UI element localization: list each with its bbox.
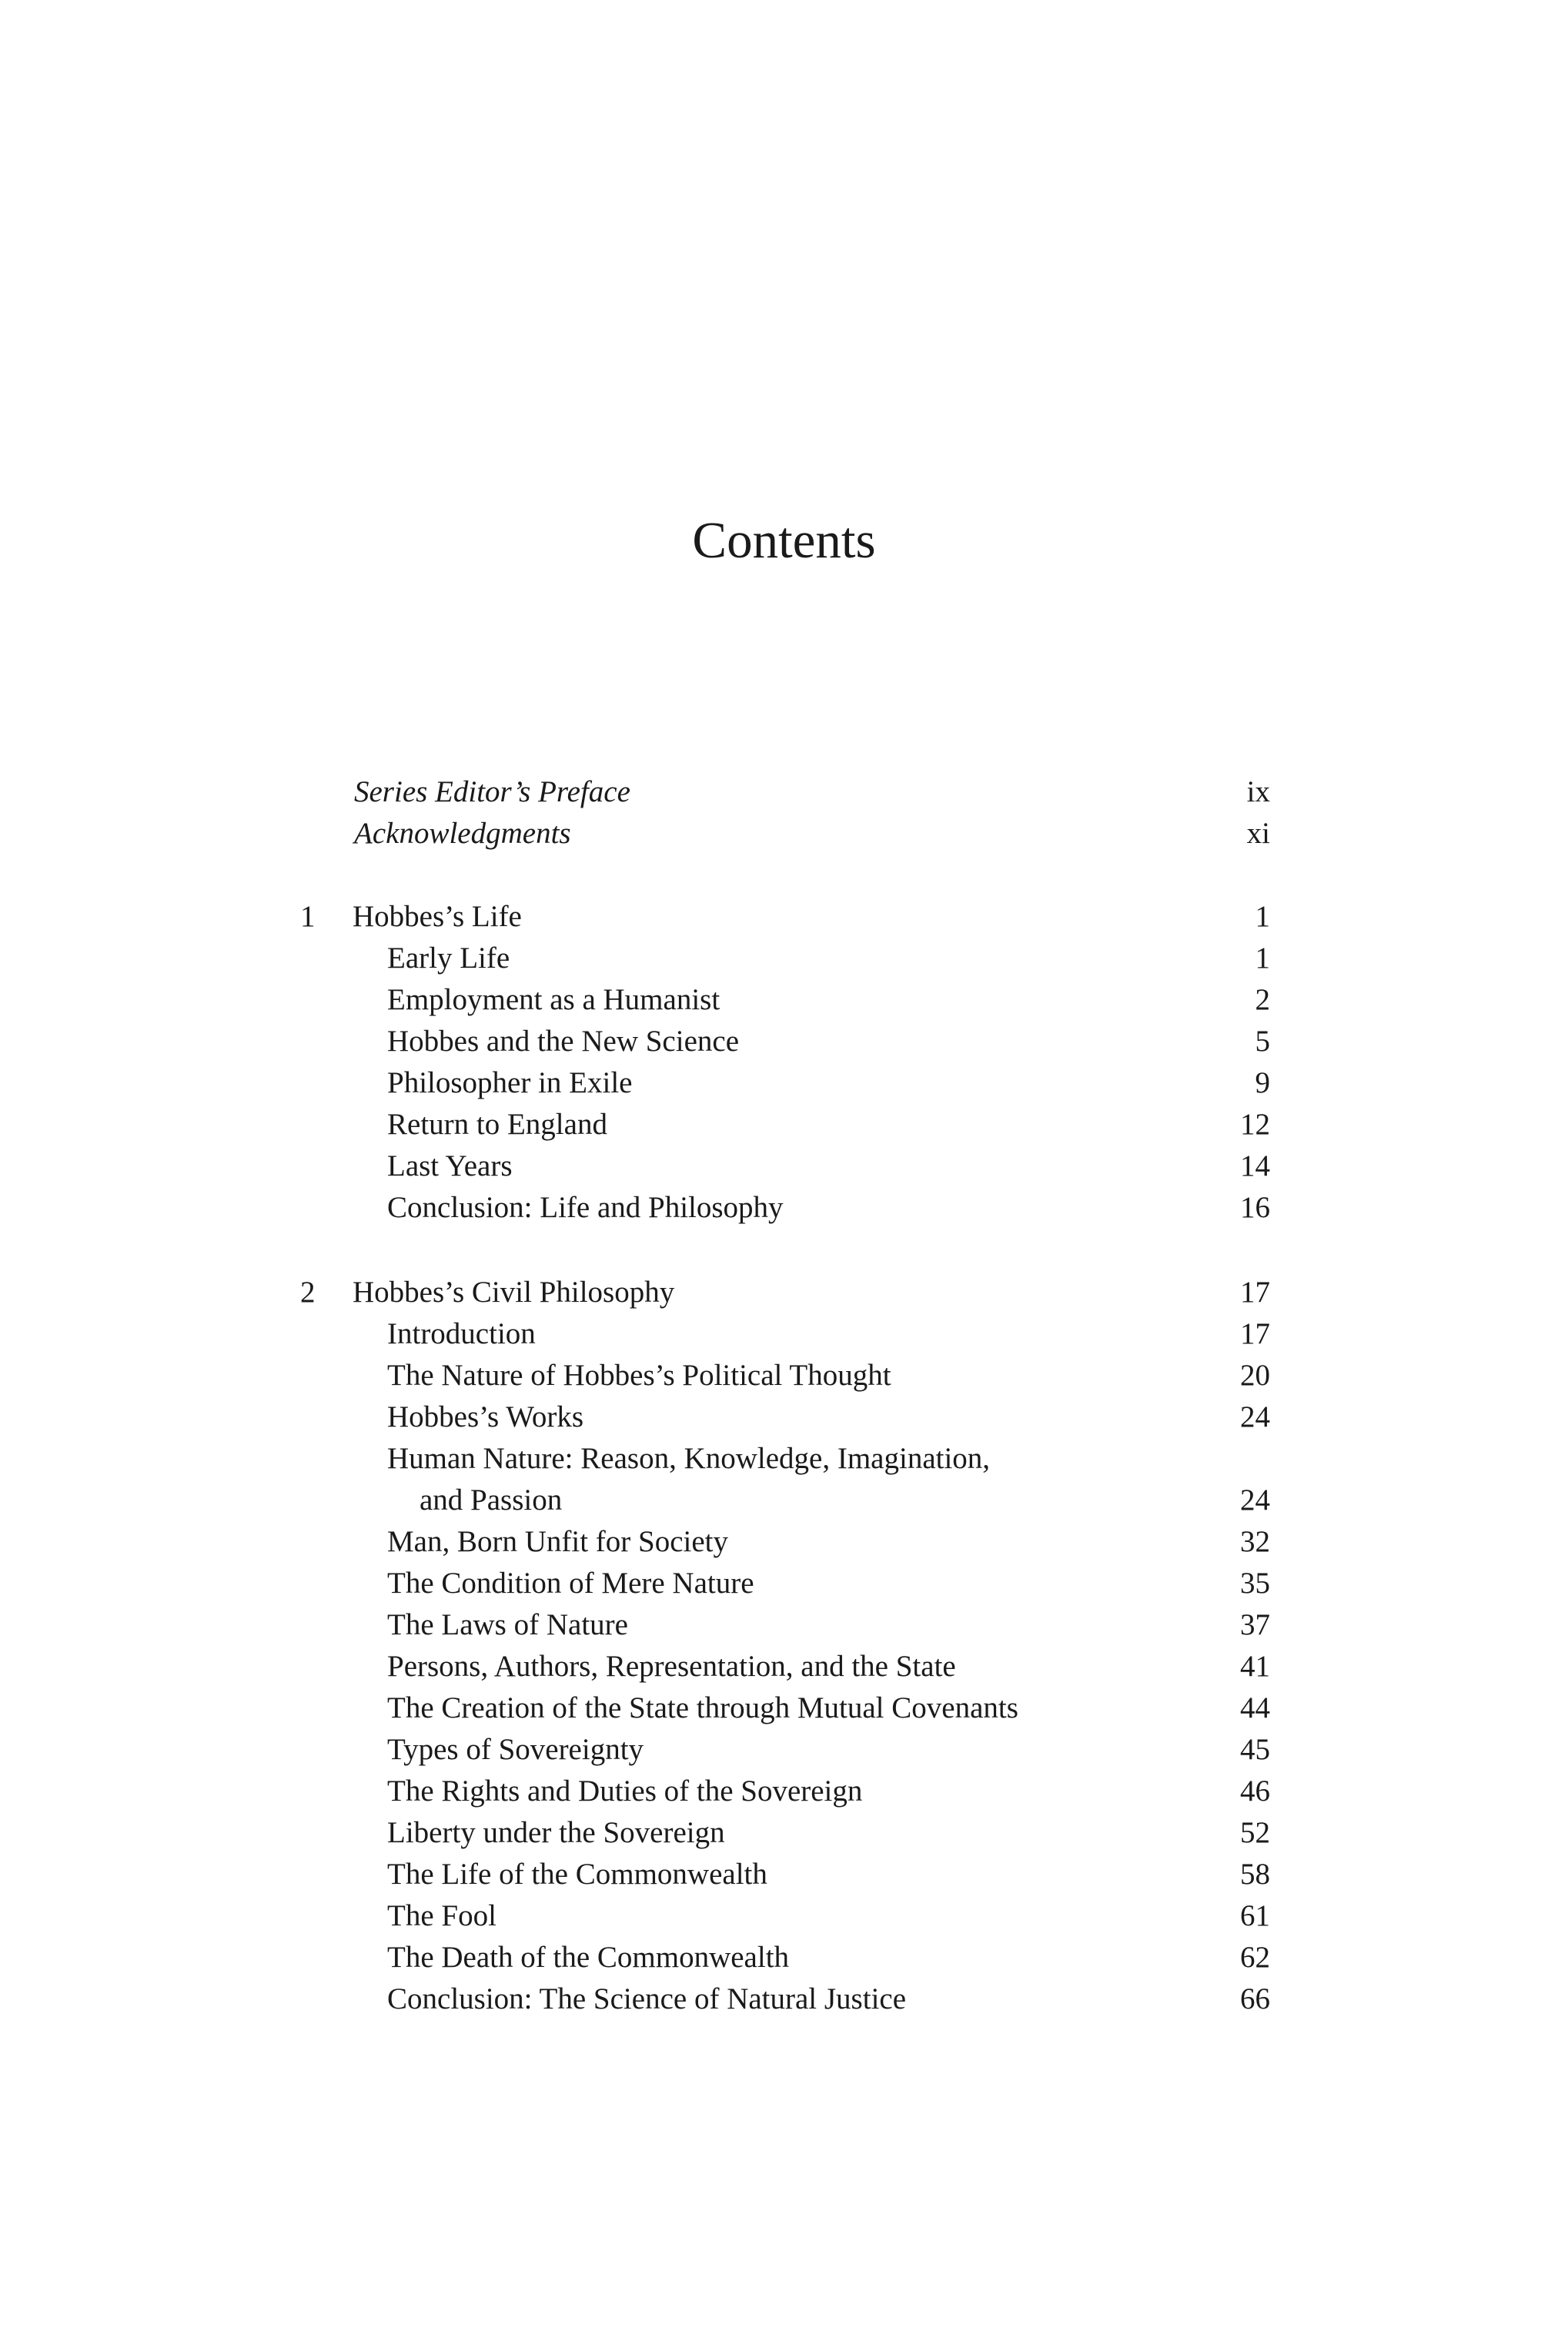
toc-section[interactable] [0, 979, 1568, 1021]
toc-entry-label: Series Editor’s Preface [354, 775, 630, 808]
toc-section-label: Last Years [387, 1149, 513, 1182]
toc-chapter-title: Hobbes’s Civil Philosophy [353, 1276, 675, 1309]
toc-section-label: Conclusion: Life and Philosophy [387, 1191, 784, 1224]
toc-section[interactable] [0, 1187, 1568, 1229]
toc-section-label: Man, Born Unfit for Society [387, 1525, 729, 1558]
toc-section[interactable] [0, 1146, 1568, 1187]
toc-page-number: 5 [1255, 1025, 1270, 1058]
toc-section[interactable] [0, 1729, 1568, 1771]
toc-section[interactable] [0, 1604, 1568, 1646]
toc-section-label: The Life of the Commonwealth [387, 1858, 767, 1891]
toc-entry-label: Acknowledgments [354, 817, 571, 850]
toc-page-number: 61 [1240, 1899, 1270, 1932]
toc-section[interactable] [0, 1062, 1568, 1104]
toc-page-number: 66 [1240, 1982, 1270, 2015]
toc-section-label: The Nature of Hobbes’s Political Thought [387, 1359, 891, 1392]
toc-page-number: 41 [1240, 1650, 1270, 1683]
toc-section[interactable] [0, 1313, 1568, 1355]
toc-chapter-number: 1 [300, 900, 316, 933]
toc-section[interactable] [0, 1812, 1568, 1854]
toc-section[interactable] [0, 938, 1568, 979]
toc-page-number: 44 [1240, 1691, 1270, 1724]
toc-section-label: Liberty under the Sovereign [387, 1816, 725, 1849]
toc-section-label-continuation: and Passion [420, 1483, 563, 1517]
toc-section-label: The Creation of the State through Mutual Covenants [387, 1691, 1018, 1724]
toc-page-number: 12 [1240, 1108, 1270, 1141]
page-title: Contents [692, 512, 876, 569]
toc-chapter-1[interactable] [0, 896, 1568, 938]
toc-section-label: Types of Sovereignty [387, 1733, 644, 1766]
toc-page-number: 1 [1255, 900, 1270, 933]
toc-section[interactable] [0, 1854, 1568, 1895]
toc-page-number: 2 [1255, 983, 1270, 1016]
toc-page-number: 24 [1240, 1400, 1270, 1433]
toc-page-number: 16 [1240, 1191, 1270, 1224]
toc-page-number: 58 [1240, 1858, 1270, 1891]
toc-page-number: 46 [1240, 1774, 1270, 1808]
toc-front-matter-acknowledgments[interactable] [0, 813, 1568, 855]
toc-front-matter-preface[interactable] [0, 771, 1568, 813]
toc-page-number: 62 [1240, 1941, 1270, 1974]
toc-section-label: Persons, Authors, Representation, and the State [387, 1650, 956, 1683]
toc-page-number: ix [1246, 775, 1270, 808]
toc-page-number: 24 [1240, 1483, 1270, 1517]
toc-section[interactable] [0, 1687, 1568, 1729]
toc-section-label: Employment as a Humanist [387, 983, 720, 1016]
toc-page-number: 45 [1240, 1733, 1270, 1766]
toc-section-label: Return to England [387, 1108, 607, 1141]
toc-section-label: Hobbes and the New Science [387, 1025, 740, 1058]
toc-chapter-2[interactable] [0, 1272, 1568, 1313]
toc-page-number: 52 [1240, 1816, 1270, 1849]
toc-section[interactable] [0, 1646, 1568, 1687]
toc-section-label: Philosopher in Exile [387, 1066, 633, 1099]
toc-chapter-title: Hobbes’s Life [353, 900, 522, 933]
toc-section-line-1[interactable] [0, 1438, 1568, 1480]
toc-page-number: 1 [1255, 942, 1270, 975]
toc-section-label: The Laws of Nature [387, 1608, 628, 1641]
toc-section[interactable] [0, 1563, 1568, 1604]
toc-section[interactable] [0, 1355, 1568, 1396]
toc-page-number: 17 [1240, 1317, 1270, 1350]
toc-page-number: 37 [1240, 1608, 1270, 1641]
toc-section-label: The Rights and Duties of the Sovereign [387, 1774, 863, 1808]
toc-section-label: The Condition of Mere Nature [387, 1567, 754, 1600]
toc-section[interactable] [0, 1771, 1568, 1812]
toc-section[interactable] [0, 1396, 1568, 1438]
toc-page-number: 17 [1240, 1276, 1270, 1309]
toc-section-label: Early Life [387, 942, 510, 975]
toc-section-label: The Death of the Commonwealth [387, 1941, 790, 1974]
toc-section-line-2[interactable] [0, 1480, 1568, 1521]
toc-section-label: Human Nature: Reason, Knowledge, Imagination, [387, 1442, 991, 1475]
toc-page-number: 20 [1240, 1359, 1270, 1392]
toc-section-label: Introduction [387, 1317, 536, 1350]
toc-section[interactable] [0, 1937, 1568, 1978]
toc-page-number: xi [1246, 817, 1270, 850]
toc-section-label: Conclusion: The Science of Natural Justice [387, 1982, 907, 2015]
toc-page-number: 9 [1255, 1066, 1270, 1099]
toc-section[interactable] [0, 1895, 1568, 1937]
toc-chapter-number: 2 [300, 1276, 316, 1309]
toc-section-label: The Fool [387, 1899, 496, 1932]
toc-section[interactable] [0, 1104, 1568, 1146]
toc-section[interactable] [0, 1021, 1568, 1062]
toc-section[interactable] [0, 1521, 1568, 1563]
toc-page-number: 35 [1240, 1567, 1270, 1600]
toc-page-number: 14 [1240, 1149, 1270, 1182]
toc-section[interactable] [0, 1978, 1568, 2020]
toc-section-label: Hobbes’s Works [387, 1400, 584, 1433]
toc-page-number: 32 [1240, 1525, 1270, 1558]
